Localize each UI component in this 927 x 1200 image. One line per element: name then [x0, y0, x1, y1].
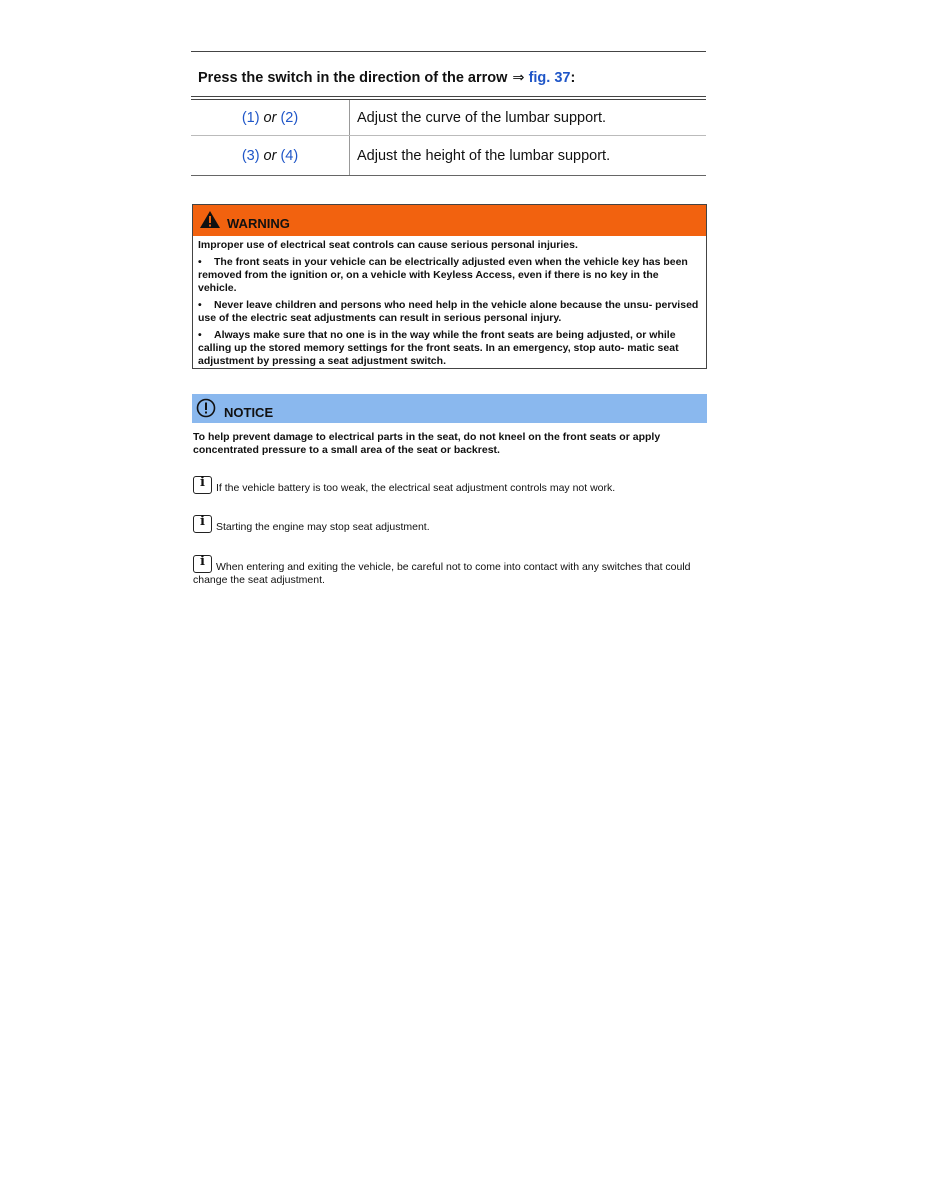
warning-body [193, 236, 706, 368]
table-row [191, 100, 706, 136]
warning-bullet: • The front seats in your vehicle can be electrically adjusted even when the vehicle key has been removed from the ignition or, on a vehicle with Keyless Access, even if there is no key in the vehicle. [198, 256, 688, 294]
fig-37-link[interactable]: fig. 37 [528, 70, 571, 86]
warning-header [193, 205, 706, 236]
table-title-text: Press the switch in the direction of the arrow [198, 70, 508, 86]
switch-cell [191, 136, 350, 176]
info-note [193, 515, 708, 534]
bullet-icon: • [198, 299, 202, 311]
or-text: or [263, 109, 277, 126]
title-colon: : [570, 70, 576, 86]
info-icon: i [193, 476, 212, 494]
warning-triangle-icon [199, 210, 221, 229]
bullet-icon: • [198, 329, 202, 341]
switch-cell [191, 100, 350, 136]
warning-label: WARNING [227, 216, 290, 231]
or-text: or [263, 147, 277, 164]
top-rule [191, 51, 706, 52]
info-icon: i [193, 515, 212, 533]
notice-label: NOTICE [224, 405, 274, 420]
info-text: When entering and exiting the vehicle, be careful not to come into contact with any switches that could change the seat adjustment. [193, 561, 691, 586]
warning-bullet: • Always make sure that no one is in the way while the front seats are being adjusted, or while calling up the stored memory settings for the front seats. In an emergency, stop auto- matic seat adjustment by pressing a seat adjustment switch. [198, 329, 679, 367]
switch-1-link[interactable]: (1) [241, 109, 260, 126]
info-note [193, 476, 708, 495]
info-note [193, 555, 708, 587]
bullet-icon: • [198, 256, 202, 268]
lumbar-switch-table [191, 100, 706, 176]
info-icon: i [193, 555, 212, 573]
info-text: Starting the engine may stop seat adjustment. [216, 521, 430, 533]
description-cell: Adjust the curve of the lumbar support. [350, 100, 707, 136]
arrow-right-icon: ⇒ [512, 70, 525, 86]
warning-bullet: • Never leave children and persons who need help in the vehicle alone because the unsu- pervised use of the electric seat adjustments can result in serious personal injury. [198, 299, 699, 324]
notice-header [192, 394, 707, 423]
description-cell: Adjust the height of the lumbar support. [350, 136, 707, 176]
switch-3-link[interactable]: (3) [241, 147, 260, 164]
table-row [191, 136, 706, 176]
exclamation-circle-icon [196, 398, 216, 418]
info-text: If the vehicle battery is too weak, the electrical seat adjustment controls may not work. [216, 482, 616, 494]
notice-text: To help prevent damage to electrical parts in the seat, do not kneel on the front seats or apply concentrated pressure to a small area of the seat or backrest. [193, 431, 661, 456]
table-title [198, 70, 575, 86]
warning-box [192, 204, 707, 369]
switch-2-link[interactable]: (2) [280, 109, 299, 126]
warning-intro: Improper use of electrical seat controls can cause serious personal injuries. [198, 239, 578, 251]
switch-4-link[interactable]: (4) [280, 147, 299, 164]
